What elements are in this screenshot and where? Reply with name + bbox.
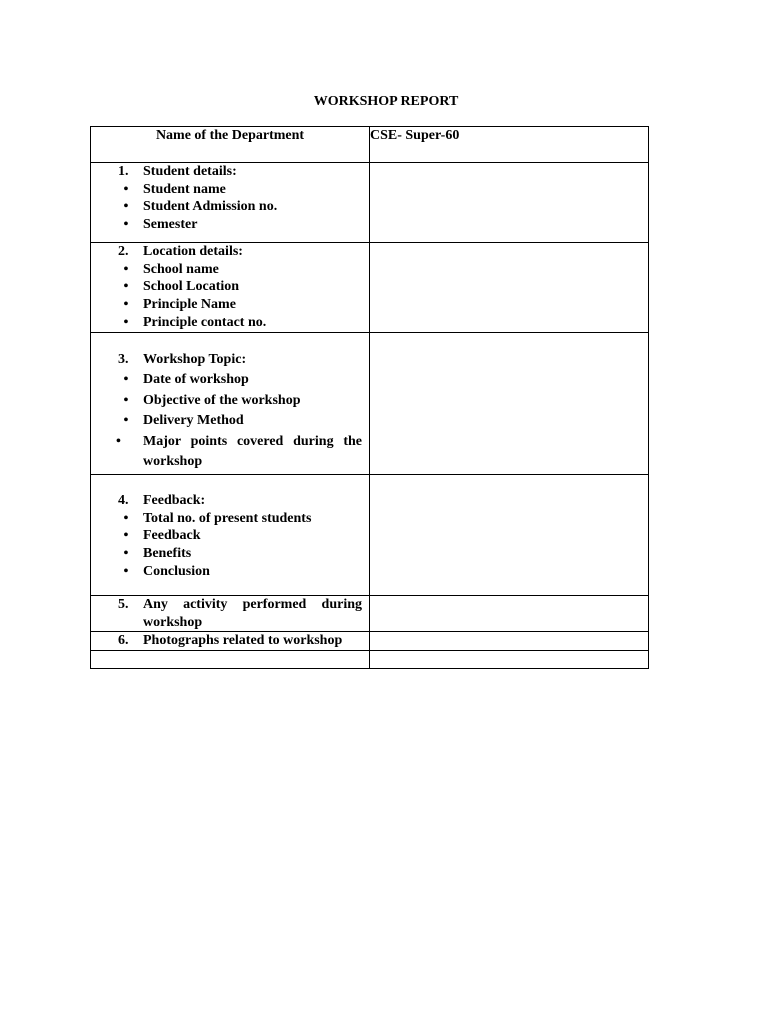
section-activity — [91, 596, 370, 632]
section-heading — [118, 632, 362, 650]
bullet-icon: • — [123, 528, 129, 544]
list-item-label: Student Admission no. — [143, 199, 278, 215]
list-item-label: Major points covered during the — [143, 433, 362, 449]
section-heading-label: Photographs related to workshop — [143, 633, 343, 649]
section-location-details — [91, 243, 370, 333]
bullet-icon: • — [123, 297, 129, 313]
department-label: Name of the Department — [91, 127, 370, 163]
empty-cell — [370, 651, 649, 669]
bullet-icon: • — [123, 372, 129, 388]
list-item-label: Date of workshop — [143, 372, 249, 388]
section-heading-continuation: workshop — [143, 614, 203, 630]
section-number: 1. — [118, 164, 129, 179]
list-item-label: Objective of the workshop — [143, 392, 301, 408]
section-heading — [118, 596, 362, 614]
list-item-label: Semester — [143, 217, 198, 233]
section-student-details — [91, 163, 370, 243]
list-item-label: School Location — [143, 279, 240, 295]
table-row — [91, 475, 649, 596]
section-heading-label: Location details: — [143, 244, 243, 259]
bullet-icon: • — [123, 413, 129, 429]
bullet-icon: • — [123, 199, 129, 215]
list-item — [123, 296, 362, 314]
bullet-icon: • — [123, 510, 129, 526]
answer-cell — [370, 163, 649, 243]
section-heading-label: Student details: — [143, 164, 237, 179]
list-item-label: Conclusion — [143, 563, 210, 579]
bullet-icon: • — [123, 279, 129, 295]
section-number: 6. — [118, 633, 129, 649]
table-row — [91, 651, 649, 669]
section-heading — [118, 492, 362, 510]
list-item-label: Principle Name — [143, 297, 236, 313]
table-row — [91, 127, 649, 163]
list-item — [123, 545, 362, 563]
section-heading — [118, 243, 362, 261]
bullet-icon: • — [123, 314, 129, 330]
list-item-label: Feedback — [143, 528, 201, 544]
bullet-icon: • — [123, 546, 129, 562]
bullet-icon: • — [123, 261, 129, 277]
list-item — [123, 411, 362, 431]
list-item — [123, 527, 362, 545]
answer-cell — [370, 475, 649, 596]
list-item — [123, 314, 362, 332]
report-table — [90, 126, 649, 669]
section-number: 3. — [118, 352, 129, 367]
section-heading-label: Workshop Topic: — [143, 352, 247, 367]
answer-cell — [370, 632, 649, 651]
section-photographs — [91, 632, 370, 651]
bullet-icon: • — [123, 563, 129, 579]
department-value: CSE- Super-60 — [370, 127, 649, 163]
list-item-label: Principle contact no. — [143, 314, 267, 330]
list-item — [123, 261, 362, 279]
bullet-icon: • — [123, 181, 129, 197]
list-item-label: workshop — [143, 454, 203, 470]
list-item — [123, 370, 362, 390]
section-workshop-topic — [91, 333, 370, 475]
list-item — [123, 278, 362, 296]
page-title: WORKSHOP REPORT — [313, 94, 459, 109]
list-item — [123, 216, 362, 234]
bullet-icon: • — [123, 217, 129, 233]
table-row — [91, 632, 649, 651]
table-row — [91, 163, 649, 243]
list-item-label: School name — [143, 261, 219, 277]
list-item-label: Total no. of present students — [143, 510, 312, 526]
list-item-continuation — [143, 452, 362, 472]
list-item — [123, 510, 362, 528]
table-row — [91, 333, 649, 475]
answer-cell — [370, 333, 649, 475]
answer-cell — [370, 596, 649, 632]
section-heading — [118, 350, 362, 370]
table-row — [91, 243, 649, 333]
list-item — [123, 198, 362, 216]
list-item — [123, 391, 362, 411]
section-number: 2. — [118, 244, 129, 259]
section-heading-label: Any activity performed during — [143, 597, 362, 612]
section-heading-label: Feedback: — [143, 493, 206, 508]
list-item — [123, 181, 362, 199]
list-item-label: Delivery Method — [143, 413, 244, 429]
bullet-icon: • — [116, 433, 121, 449]
list-item — [123, 563, 362, 581]
list-item — [116, 432, 362, 452]
list-item-label: Student name — [143, 181, 226, 197]
list-item-label: Benefits — [143, 546, 192, 562]
bullet-icon: • — [123, 392, 129, 408]
section-heading — [118, 163, 362, 181]
section-feedback — [91, 475, 370, 596]
table-row — [91, 596, 649, 632]
section-number: 5. — [118, 597, 129, 612]
empty-cell — [91, 651, 370, 669]
answer-cell — [370, 243, 649, 333]
section-number: 4. — [118, 493, 129, 508]
